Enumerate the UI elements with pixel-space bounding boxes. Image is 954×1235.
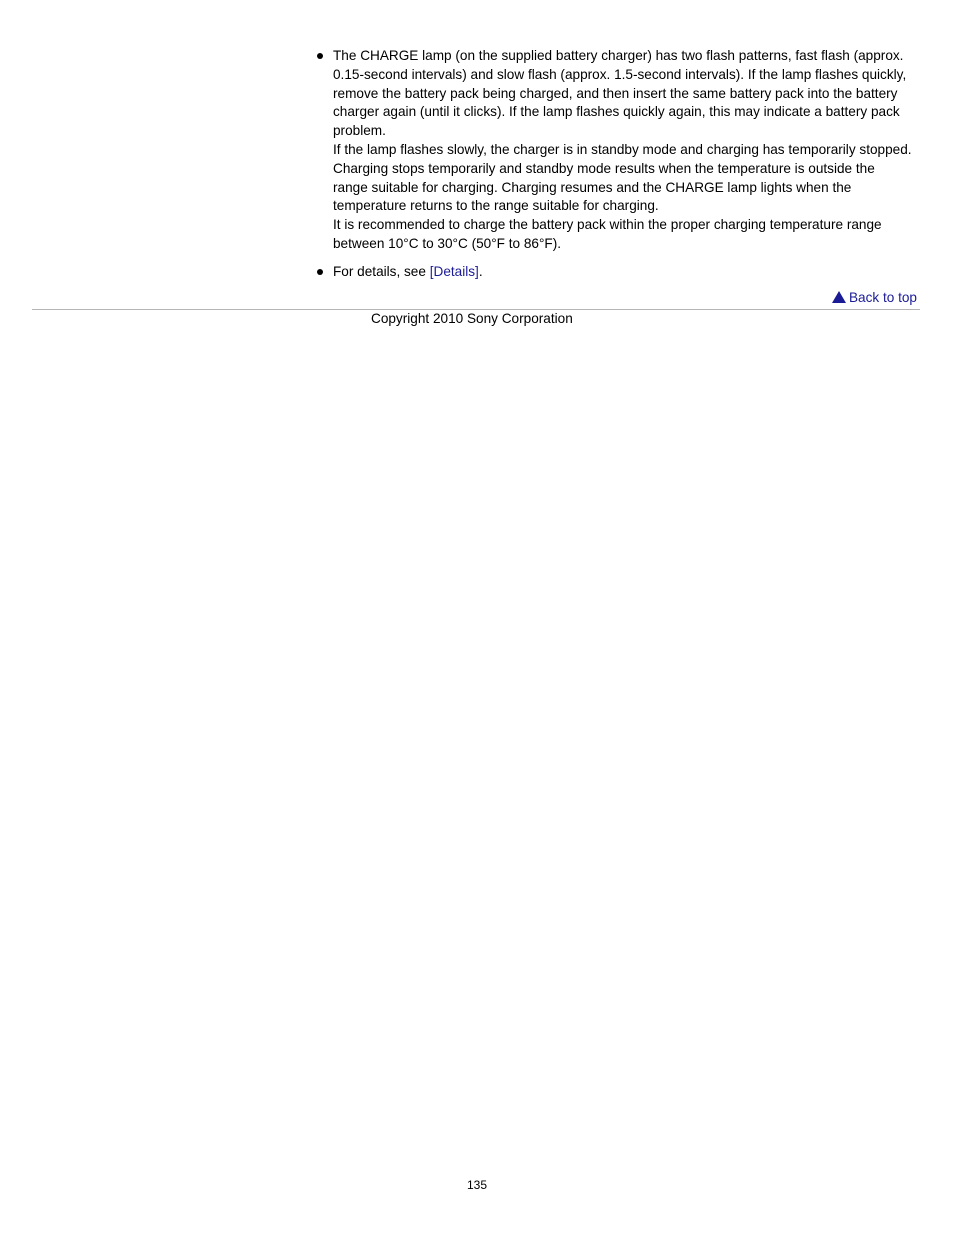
back-to-top-link[interactable] bbox=[832, 289, 917, 307]
paragraph-flash-patterns: The CHARGE lamp (on the supplied battery charger) has two flash patterns, fast flash (approx. 0.15-second intervals) and slow flash (approx. 1.5-second intervals). If the lamp flashes quickly, remove the battery pack being charged, and then insert the same battery pack into the battery charger again (until it clicks). If the lamp flashes quickly again, this may indicate a battery pack problem. bbox=[333, 48, 907, 139]
copyright-text: Copyright 2010 Sony Corporation bbox=[371, 311, 573, 326]
notes-list bbox=[313, 47, 913, 282]
details-suffix: . bbox=[478, 263, 483, 279]
page-number: 135 bbox=[466, 1178, 488, 1192]
triangle-up-icon bbox=[832, 291, 846, 303]
paragraph-standby-mode: If the lamp flashes slowly, the charger is in standby mode and charging has temporarily stopped. Charging stops temporarily and standby mode results when the temperature is outside the range suitable for charging. Charging resumes and the CHARGE lamp lights when the temperature returns to the range suitable for charging. bbox=[333, 141, 912, 214]
bullet-icon bbox=[317, 53, 323, 59]
bullet-icon bbox=[317, 269, 323, 275]
main-content bbox=[313, 47, 913, 291]
details-link[interactable]: [Details] bbox=[429, 263, 479, 279]
paragraph-temperature-range: It is recommended to charge the battery pack within the proper charging temperature range between 10°C to 30°C (50°F to 86°F). bbox=[333, 217, 882, 251]
list-item-details bbox=[313, 263, 913, 282]
details-prefix: For details, see bbox=[333, 263, 430, 279]
list-item-charge-lamp bbox=[313, 47, 913, 254]
back-to-top-label: Back to top bbox=[848, 290, 917, 305]
